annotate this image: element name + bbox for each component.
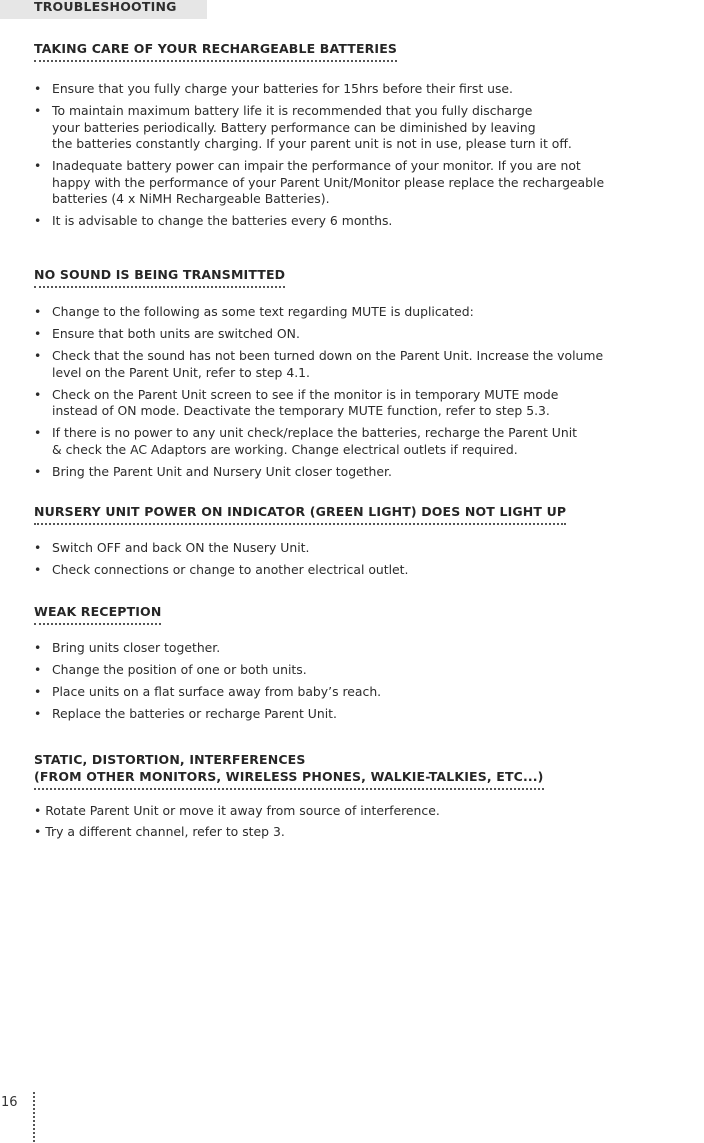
plain-list (34, 803, 704, 841)
list-item: • Place units on a flat surface away from baby’s reach. (34, 684, 382, 699)
section-heading: STATIC, DISTORTION, INTERFERENCES (FROM OTHER MONITORS, WIRELESS PHONES, WALKIE-TALKIES, ETC...) (34, 751, 544, 790)
bullet-icon: • (34, 640, 42, 655)
bullet-icon: • (34, 213, 42, 228)
list-item: • Change to the following as some text regarding MUTE is duplicated: (34, 304, 474, 319)
bullet-icon: • (34, 304, 42, 319)
bullet-icon: • (34, 81, 42, 96)
section-heading: WEAK RECEPTION (34, 603, 161, 625)
bullet-list (34, 640, 704, 723)
section-heading: TAKING CARE OF YOUR RECHARGEABLE BATTERIES (34, 40, 397, 62)
bullet-icon: • (34, 348, 42, 363)
page-divider (33, 1092, 35, 1142)
bullet-icon: • (34, 684, 42, 699)
section-interference (34, 751, 704, 845)
list-item: • Try a different channel, refer to step 3. (34, 824, 285, 839)
page-number: 16 (1, 1095, 18, 1110)
bullet-icon: • (34, 562, 42, 577)
section-batteries (34, 38, 704, 235)
list-item: • Inadequate battery power can impair the performance of your monitor. If you are not happy with the performance of your Parent Unit/Monitor please replace the rechargeable batteries (4 x NiMH Rechargeable Batteries). (34, 158, 605, 206)
section-power-indicator (34, 501, 704, 584)
bullet-icon: • (34, 662, 42, 677)
bullet-icon: • (34, 326, 42, 341)
bullet-list (34, 304, 704, 480)
section-heading: NURSERY UNIT POWER ON INDICATOR (GREEN LIGHT) DOES NOT LIGHT UP (34, 503, 566, 525)
list-item: • Check that the sound has not been turned down on the Parent Unit. Increase the volume level on the Parent Unit, refer to step 4.1. (34, 348, 604, 380)
list-item: • If there is no power to any unit check/replace the batteries, recharge the Parent Unit & check the AC Adaptors are working. Change electrical outlets if required. (34, 425, 577, 457)
bullet-icon: • (34, 103, 42, 118)
list-item: • Replace the batteries or recharge Parent Unit. (34, 706, 337, 721)
list-item: • To maintain maximum battery life it is recommended that you fully discharge your batteries periodically. Battery performance can be diminished by leaving the batteries constantly charging. If your parent unit is not in use, please turn it off. (34, 103, 572, 151)
list-item: • Rotate Parent Unit or move it away from source of interference. (34, 803, 440, 818)
section-tab-label: TROUBLESHOOTING (34, 0, 177, 14)
list-item: • Change the position of one or both units. (34, 662, 307, 677)
bullet-list (34, 540, 704, 579)
list-item: • Ensure that both units are switched ON. (34, 326, 300, 341)
list-item: • Ensure that you fully charge your batteries for 15hrs before their first use. (34, 81, 513, 96)
bullet-icon: • (34, 425, 42, 440)
section-no-sound (34, 264, 704, 486)
list-item: • Bring units closer together. (34, 640, 221, 655)
list-item: • Check on the Parent Unit screen to see if the monitor is in temporary MUTE mode instead of ON mode. Deactivate the temporary MUTE function, refer to step 5.3. (34, 386, 559, 418)
bullet-icon: • (34, 540, 42, 555)
list-item: • It is advisable to change the batteries every 6 months. (34, 213, 393, 228)
list-item: • Check connections or change to another electrical outlet. (34, 562, 409, 577)
list-item: • Switch OFF and back ON the Nusery Unit. (34, 540, 310, 555)
section-heading: NO SOUND IS BEING TRANSMITTED (34, 266, 285, 288)
list-item: • Bring the Parent Unit and Nursery Unit closer together. (34, 463, 392, 479)
section-weak-reception (34, 601, 704, 728)
bullet-list (34, 81, 704, 230)
bullet-icon: • (34, 463, 42, 479)
bullet-icon: • (34, 158, 42, 173)
bullet-icon: • (34, 706, 42, 721)
bullet-icon: • (34, 386, 42, 402)
